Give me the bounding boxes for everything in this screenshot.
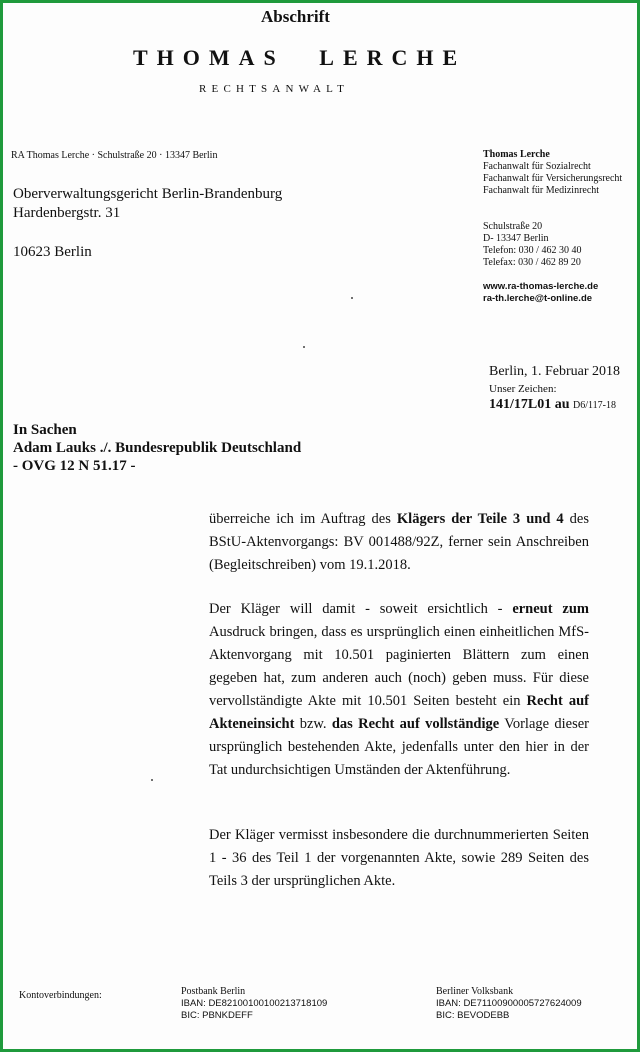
contact-street: Schulstraße 20: [483, 221, 543, 232]
case-block: [13, 421, 301, 475]
footer-bank-volksbank: [436, 986, 582, 1022]
contact-website: www.ra-thomas-lerche.de: [483, 281, 599, 292]
reference-main: 141/17L01: [489, 397, 552, 412]
profession-letterhead: RECHTSANWALT: [199, 83, 349, 95]
scan-speck: [303, 346, 305, 348]
contact-phone: Telefon: 030 / 462 30 40: [483, 245, 582, 256]
body-paragraph-2: Der Kläger will damit - soweit ersichtlich - erneut zum Ausdruck bringen, dass es ursprünglich einen einheitlichen MfS-Aktenvorgang mit 10.501 paginierten Blättern zum einen gegeben hat, zum anderen auch (noch) geben muss. Für diese vervollständigte Akte mit 10.501 Seiten besteht ein Recht auf Akteneinsicht bzw. das Recht auf vollständige Vorlage dieser ursprünglich bestehenden Akte, jedenfalls unter den hier in der Tat undurchsichtigen Umständen der Aktenführung.: [209, 601, 589, 778]
bank2-name: Berliner Volksbank: [436, 986, 514, 997]
bank2-bic: BIC: BEVODEBB: [436, 1010, 510, 1021]
contact-specialty-insurance: Fachanwalt für Versicherungsrecht: [483, 173, 623, 184]
bank2-iban: IBAN: DE71100900005727624009: [436, 998, 582, 1009]
bank1-bic: BIC: PBNKDEFF: [181, 1010, 253, 1021]
contact-postcode: D- 13347 Berlin: [483, 233, 549, 244]
copy-heading: Abschrift: [261, 7, 330, 26]
bank1-iban: IBAN: DE82100100100213718109: [181, 998, 328, 1009]
recipient-court: Oberverwaltungsgericht Berlin-Brandenburg: [13, 186, 283, 202]
contact-fax: Telefax: 030 / 462 89 20: [483, 257, 581, 268]
recipient-city: 10623 Berlin: [13, 244, 92, 260]
scan-speck: [351, 297, 353, 299]
recipient-street: Hardenbergstr. 31: [13, 205, 121, 221]
body-paragraph-3: Der Kläger vermisst insbesondere die durchnummerierten Seiten 1 - 36 des Teil 1 der vorgenannten Akte, sowie 289 Seiten des Teils 3 der ursprünglichen Akte.: [209, 827, 589, 889]
contact-specialty-medical: Fachanwalt für Medizinrecht: [483, 185, 600, 196]
bank1-name: Postbank Berlin: [181, 986, 246, 997]
scan-speck: [151, 779, 153, 781]
case-parties: Adam Lauks ./. Bundesrepublik Deutschland: [13, 440, 302, 456]
contact-email: ra-th.lerche@t-online.de: [483, 293, 593, 304]
case-number: - OVG 12 N 51.17 -: [13, 458, 136, 474]
contact-name: Thomas Lerche: [483, 149, 550, 160]
reference-au: au: [554, 397, 570, 412]
body-paragraph-1: überreiche ich im Auftrag des Klägers der Teile 3 und 4 des BStU-Aktenvorgangs: BV 001488/92Z, ferner sein Anschreiben (Begleitschreiben) vom 19.1.2018.: [209, 511, 589, 573]
reference-number: [489, 397, 620, 413]
letter-date: Berlin, 1. Februar 2018: [489, 364, 621, 379]
recipient-address: [13, 185, 282, 262]
case-intro: In Sachen: [13, 422, 77, 438]
sender-contact-block: [483, 149, 622, 305]
lawyer-name-letterhead: THOMAS LERCHE: [133, 45, 467, 70]
reference-sub: D6/117-18: [573, 400, 616, 411]
contact-specialty-social: Fachanwalt für Sozialrecht: [483, 161, 591, 172]
footer-bank-label: Kontoverbindungen:: [19, 990, 102, 1001]
reference-label: Unser Zeichen:: [489, 383, 557, 395]
date-reference-block: [489, 364, 620, 413]
sender-return-address: RA Thomas Lerche · Schulstraße 20 · 13347 Berlin: [11, 150, 218, 161]
footer-bank-postbank: [181, 986, 327, 1022]
